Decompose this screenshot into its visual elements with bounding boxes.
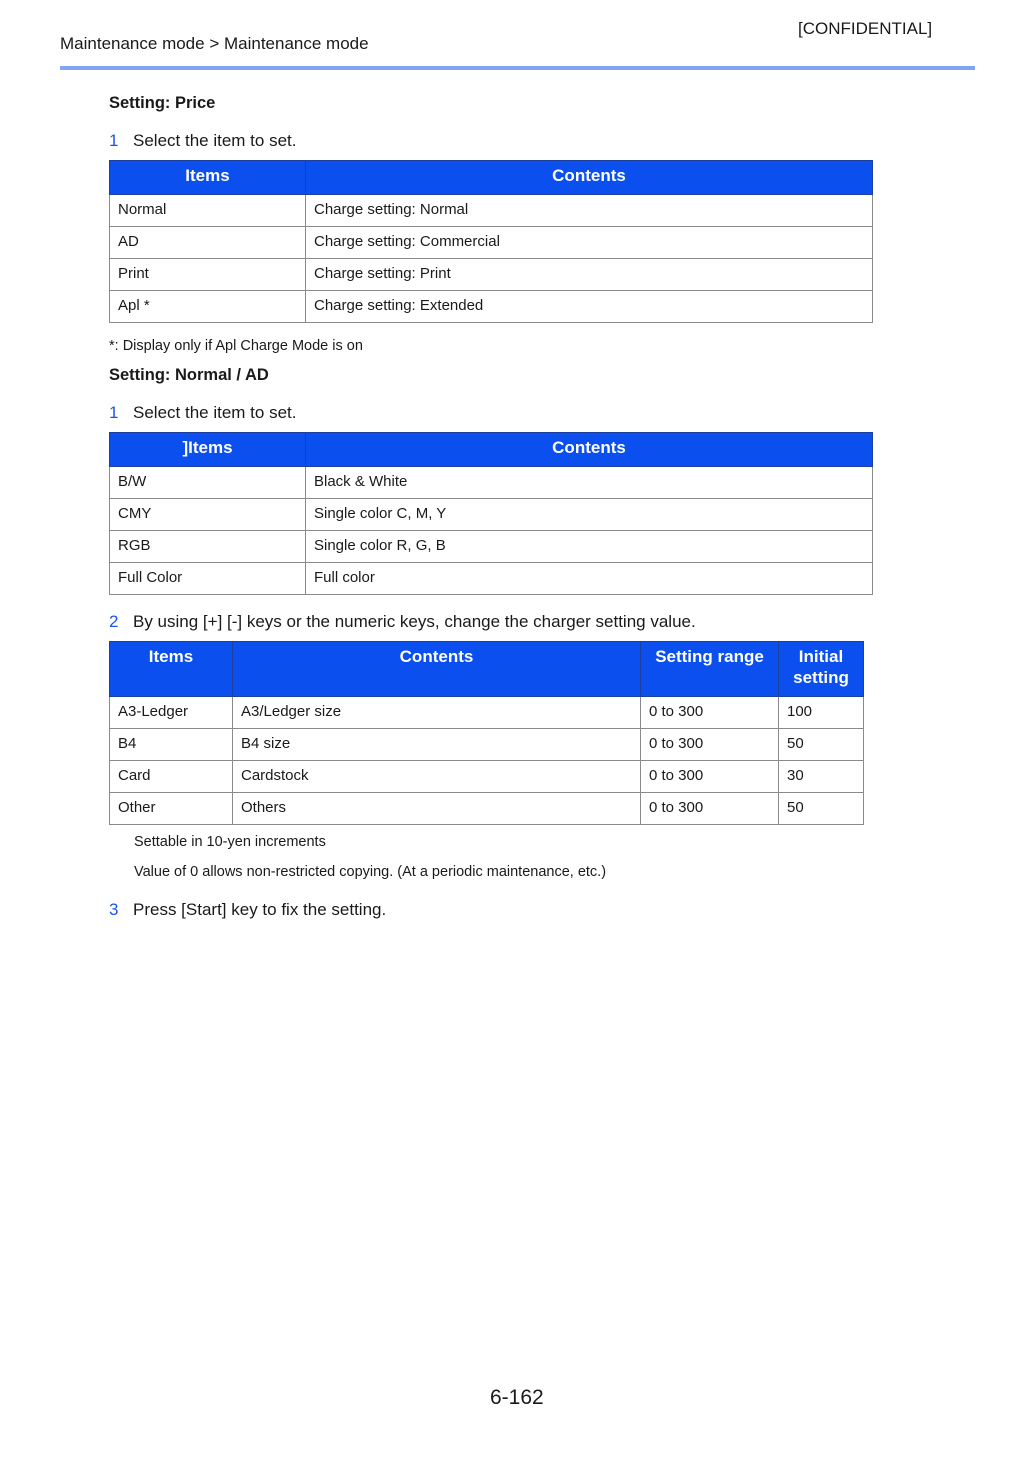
table-cell: 30	[779, 761, 864, 793]
table-cell: 0 to 300	[641, 729, 779, 761]
price-items-table	[109, 160, 873, 323]
step-text: Press [Start] key to fix the setting.	[133, 900, 387, 919]
table-cell: B4 size	[233, 729, 641, 761]
table-cell: Cardstock	[233, 761, 641, 793]
table-cell: Card	[110, 761, 233, 793]
column-header: Items	[110, 161, 306, 195]
section-title-normal-ad: Setting: Normal / AD	[109, 366, 269, 384]
header-divider	[60, 66, 975, 70]
confidential-label: [CONFIDENTIAL]	[798, 19, 933, 38]
note-increments: Settable in 10-yen increments	[134, 834, 326, 850]
step-text: By using [+] [-] keys or the numeric keys, change the charger setting value.	[133, 612, 696, 631]
table-row	[110, 531, 873, 563]
table-cell: 50	[779, 729, 864, 761]
table-cell: 100	[779, 697, 864, 729]
table-cell: A3-Ledger	[110, 697, 233, 729]
table-cell: Normal	[110, 195, 306, 227]
table-cell: Other	[110, 793, 233, 825]
table-cell: B/W	[110, 467, 306, 499]
normal-ad-step-3	[109, 900, 386, 920]
table-row	[110, 259, 873, 291]
price-step-1	[109, 131, 296, 151]
table-cell: 0 to 300	[641, 761, 779, 793]
table-cell: B4	[110, 729, 233, 761]
table-cell: 0 to 300	[641, 793, 779, 825]
column-header: Contents	[306, 433, 873, 467]
table-row	[110, 793, 864, 825]
table-row	[110, 499, 873, 531]
table-row	[110, 563, 873, 595]
table-row	[110, 467, 873, 499]
table-cell: 50	[779, 793, 864, 825]
table-cell: CMY	[110, 499, 306, 531]
column-header: Initial setting	[779, 642, 864, 697]
table-cell: Full Color	[110, 563, 306, 595]
table-cell: Others	[233, 793, 641, 825]
page-number: 6-162	[490, 1386, 544, 1409]
table-cell: Black & White	[306, 467, 873, 499]
column-header: Setting range	[641, 642, 779, 697]
table-row	[110, 227, 873, 259]
table-cell: A3/Ledger size	[233, 697, 641, 729]
table-cell: Charge setting: Print	[306, 259, 873, 291]
step-number: 3	[109, 900, 119, 919]
table-row	[110, 697, 864, 729]
breadcrumb: Maintenance mode > Maintenance mode	[60, 34, 369, 53]
table-cell: Charge setting: Normal	[306, 195, 873, 227]
table-cell: Full color	[306, 563, 873, 595]
note-zero-value: Value of 0 allows non-restricted copying. (At a periodic maintenance, etc.)	[134, 864, 607, 880]
table-cell: Single color R, G, B	[306, 531, 873, 563]
section-title-price: Setting: Price	[109, 94, 216, 112]
column-header: Items	[110, 642, 233, 697]
step-text: Select the item to set.	[133, 131, 297, 150]
column-header: ]Items	[110, 433, 306, 467]
column-header: Contents	[233, 642, 641, 697]
table-cell: Charge setting: Commercial	[306, 227, 873, 259]
table-cell: Print	[110, 259, 306, 291]
table-cell: Charge setting: Extended	[306, 291, 873, 323]
table-cell: Single color C, M, Y	[306, 499, 873, 531]
footnote: *: Display only if Apl Charge Mode is on	[109, 338, 363, 354]
column-header: Contents	[306, 161, 873, 195]
step-number: 1	[109, 131, 119, 150]
table-cell: RGB	[110, 531, 306, 563]
table-row	[110, 195, 873, 227]
table-row	[110, 291, 873, 323]
step-number: 1	[109, 403, 119, 422]
table-row	[110, 761, 864, 793]
normal-ad-step-1	[109, 403, 296, 423]
table-cell: AD	[110, 227, 306, 259]
step-number: 2	[109, 612, 119, 631]
step-text: Select the item to set.	[133, 403, 297, 422]
table-cell: 0 to 300	[641, 697, 779, 729]
color-items-table	[109, 432, 873, 595]
size-price-table	[109, 641, 864, 825]
normal-ad-step-2	[109, 612, 696, 632]
table-row	[110, 729, 864, 761]
table-cell: Apl *	[110, 291, 306, 323]
